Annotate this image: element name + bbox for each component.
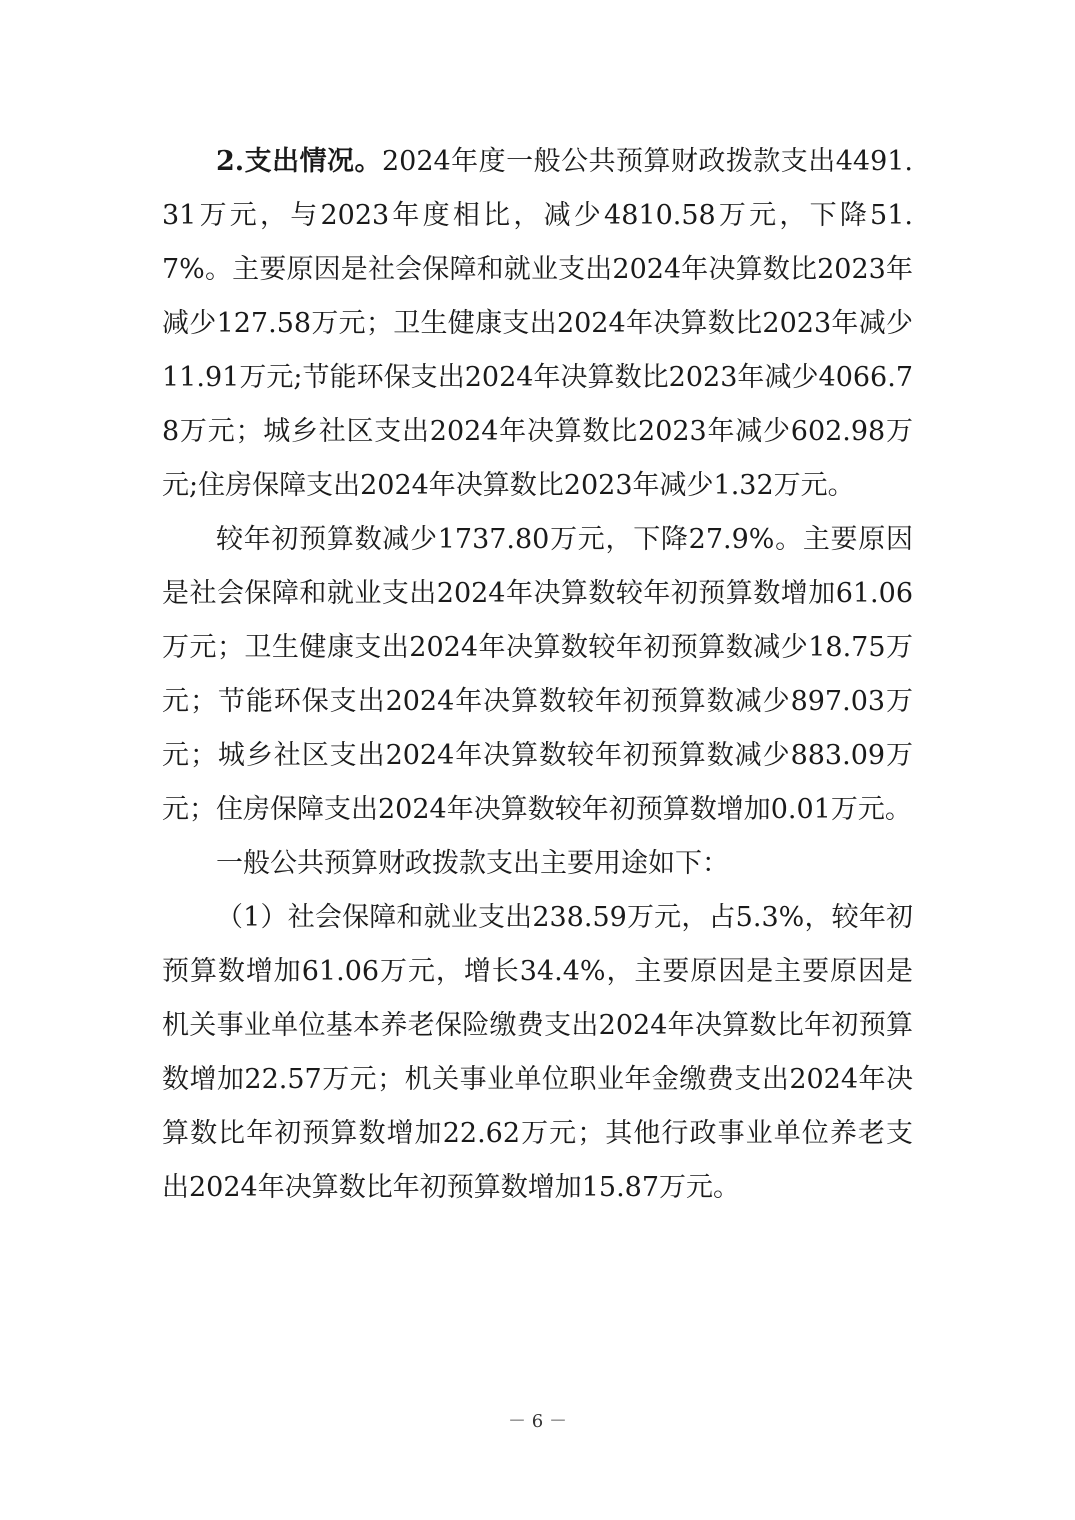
page-number: － 6 －	[508, 1411, 567, 1432]
paragraph-text: 2024年度一般公共预算财政拨款支出4491.31万元，与2023年度相比，减少4810.58万元，下降51.7%。主要原因是社会保障和就业支出2024年决算数比2023年减少127.58万元；卫生健康支出2024年决算数比2023年减少11.91万元;节能环保支出2024年决算数比2023年减少4066.78万元；城乡社区支出2024年决算数比2023年减少602.98万元;住房保障支出2024年决算数比2023年减少1.32万元。	[162, 146, 914, 501]
document-body	[162, 135, 913, 1215]
paragraph-budget-comparison: 较年初预算数减少1737.80万元，下降27.9%。主要原因是社会保障和就业支出2024年决算数较年初预算数增加61.06万元；卫生健康支出2024年决算数较年初预算数减少18.75万元；节能环保支出2024年决算数较年初预算数减少897.03万元；城乡社区支出2024年决算数较年初预算数减少883.09万元；住房保障支出2024年决算数较年初预算数增加0.01万元。	[162, 524, 913, 825]
paragraph-expenditure-summary	[162, 135, 913, 513]
paragraph-social-security: （1）社会保障和就业支出238.59万元，占5.3%，较年初预算数增加61.06万元，增长34.4%，主要原因是主要原因是机关事业单位基本养老保险缴费支出2024年决算数比年初预算数增加22.57万元；机关事业单位职业年金缴费支出2024年决算数比年初预算数增加22.62万元；其他行政事业单位养老支出2024年决算数比年初预算数增加15.87万元。	[162, 902, 913, 1203]
paragraph-usage-intro: 一般公共预算财政拨款支出主要用途如下：	[216, 848, 729, 879]
section-heading: 2.支出情况。	[216, 146, 382, 177]
